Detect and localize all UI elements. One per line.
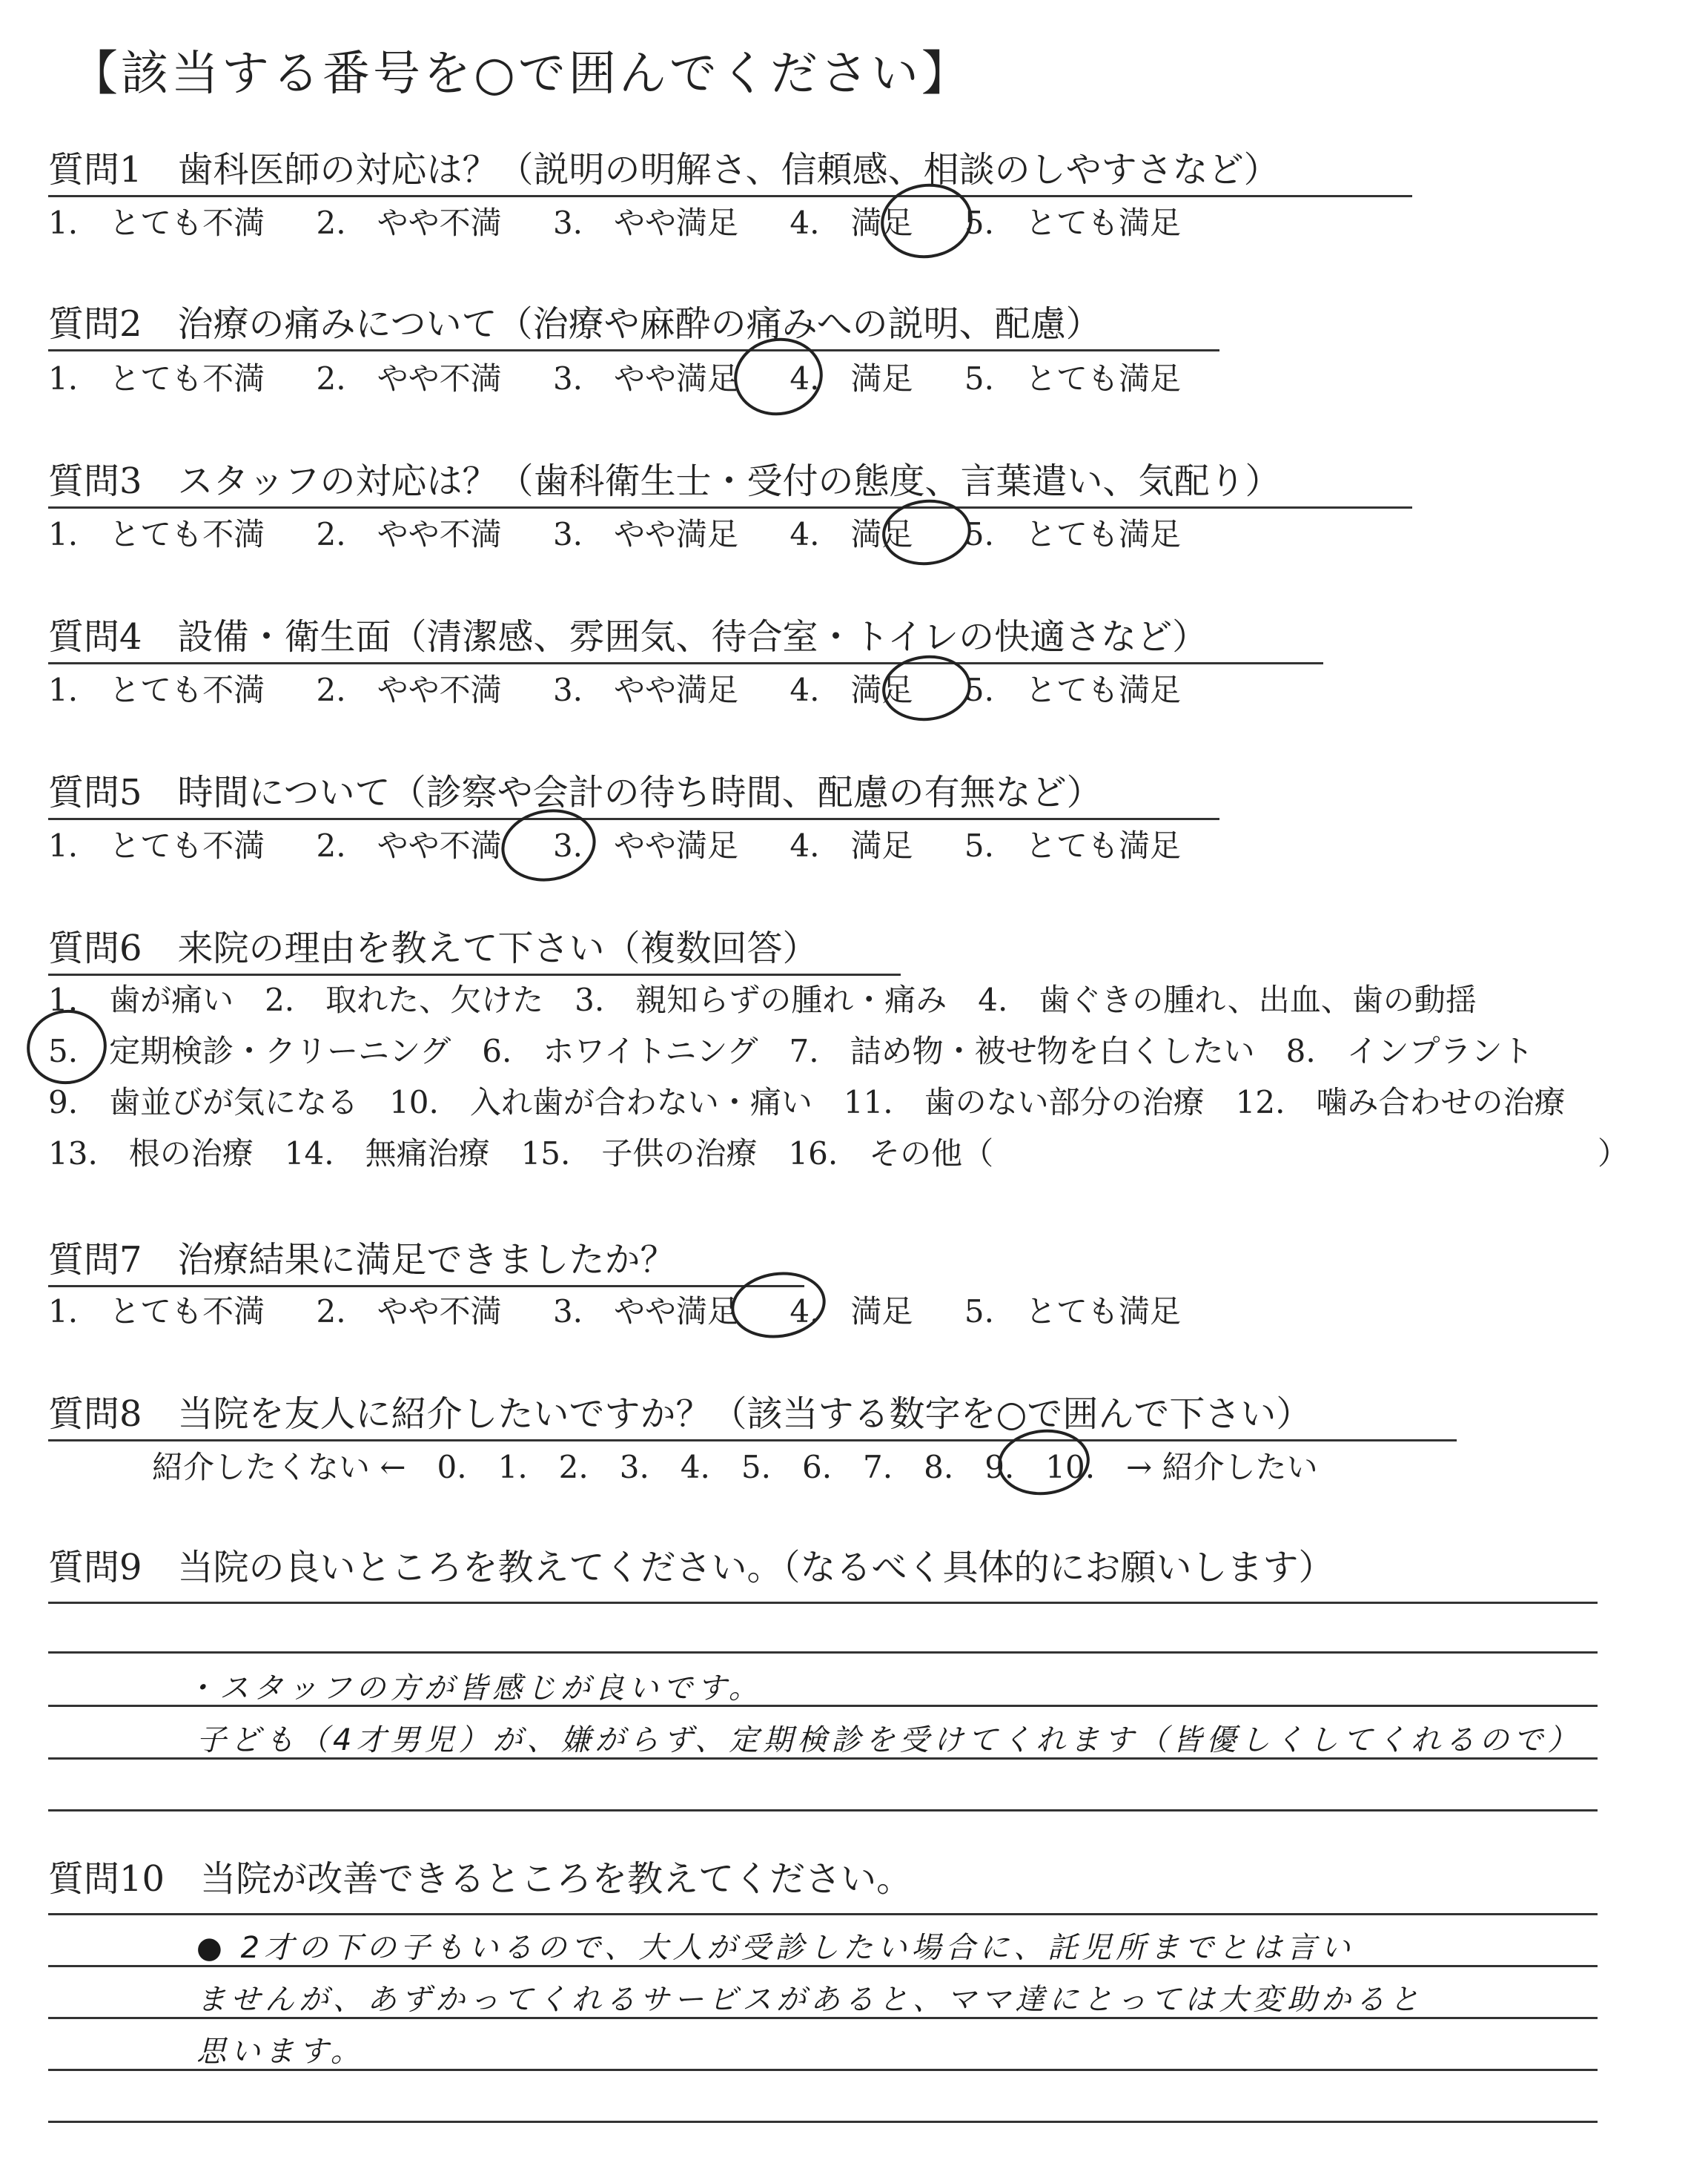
option-label[interactable]: とても不満 (109, 360, 265, 397)
option-label[interactable]: 満足 (850, 360, 913, 397)
question-6-row-4-close: ） (1598, 1135, 1629, 1172)
option-label[interactable]: やや満足 (614, 1293, 739, 1330)
option-number[interactable]: 3. (552, 360, 583, 397)
question-8-scale[interactable]: 紹介したくない ← 0. 1. 2. 3. 4. 5. 6. 7. 8. 9. 10. → 紹介したい (152, 1449, 1318, 1485)
option-number[interactable]: 4. (790, 516, 820, 552)
option-label[interactable]: やや満足 (614, 516, 739, 552)
option-number[interactable]: 4. (790, 360, 820, 397)
option-number[interactable]: 5. (964, 1293, 994, 1330)
option-label[interactable]: やや満足 (614, 672, 739, 708)
option-number[interactable]: 4. (790, 828, 820, 864)
option-label[interactable]: やや満足 (614, 205, 739, 241)
option-number[interactable]: 4. (790, 672, 820, 708)
answer-line (48, 2121, 1598, 2123)
option-number[interactable]: 3. (552, 1293, 583, 1330)
option-number[interactable]: 1. (48, 205, 79, 241)
option-number[interactable]: 5. (964, 672, 994, 708)
option-number[interactable]: 5. (964, 205, 994, 241)
question-4-label: 質問4 設備・衛生面（清潔感、雰囲気、待合室・トイレの快適さなど） (48, 608, 1323, 664)
option-number[interactable]: 2. (316, 1293, 346, 1330)
option-number[interactable]: 2. (316, 828, 346, 864)
question-10-answer-line-3[interactable]: 思います。 (196, 2035, 365, 2069)
option-number[interactable]: 2. (316, 360, 346, 397)
option-label[interactable]: とても満足 (1025, 1293, 1181, 1330)
question-8-label: 質問8 当院を友人に紹介したいですか？（該当する数字を○で囲んで下さい） (48, 1385, 1457, 1441)
option-number[interactable]: 5. (964, 360, 994, 397)
option-number[interactable]: 1. (48, 516, 79, 552)
question-2-label: 質問2 治療の痛みについて（治療や麻酔の痛みへの説明、配慮） (48, 295, 1219, 351)
option-number[interactable]: 4. (790, 1293, 820, 1330)
option-number[interactable]: 3. (552, 672, 583, 708)
option-number[interactable]: 1. (48, 1293, 79, 1330)
answer-line (48, 1602, 1598, 1604)
option-number[interactable]: 3. (552, 205, 583, 241)
option-label[interactable]: やや不満 (377, 360, 502, 397)
option-number[interactable]: 5. (964, 516, 994, 552)
question-2-options (48, 354, 1222, 399)
option-number[interactable]: 1. (48, 360, 79, 397)
question-6-label: 質問6 来院の理由を教えて下さい（複数回答） (48, 919, 901, 976)
option-label[interactable]: やや不満 (377, 672, 502, 708)
question-10-answer-line-1[interactable]: ● 2才の下の子もいるので、大人が受診したい場合に、託児所までとは言い (196, 1931, 1355, 1965)
option-label[interactable]: とても不満 (109, 205, 265, 241)
option-label[interactable]: とても満足 (1025, 672, 1181, 708)
option-number[interactable]: 2. (316, 672, 346, 708)
page-title: 【該当する番号を○で囲んでください】 (70, 47, 972, 102)
question-7-options (48, 1287, 1222, 1332)
option-label[interactable]: やや不満 (377, 516, 502, 552)
option-label[interactable]: とても満足 (1025, 828, 1181, 864)
option-number[interactable]: 1. (48, 828, 79, 864)
option-number[interactable]: 5. (964, 828, 994, 864)
option-label[interactable]: とても不満 (109, 1293, 265, 1330)
question-10-answer-line-2[interactable]: ませんが、あずかってくれるサービスがあると、ママ達にとっては大変助かると (196, 1983, 1424, 2017)
option-label[interactable]: 満足 (850, 672, 913, 708)
option-label[interactable]: とても満足 (1025, 205, 1181, 241)
option-label[interactable]: やや満足 (614, 360, 739, 397)
question-1-label: 質問1 歯科医師の対応は？（説明の明解さ、信頼感、相談のしやすさなど） (48, 141, 1412, 197)
option-label[interactable]: 満足 (850, 516, 913, 552)
option-label[interactable]: とても満足 (1025, 516, 1181, 552)
question-7-label: 質問7 治療結果に満足できましたか？ (48, 1231, 804, 1287)
option-label[interactable]: やや不満 (377, 1293, 502, 1330)
question-4-options (48, 666, 1222, 710)
question-1-options (48, 199, 1222, 243)
option-label[interactable]: 満足 (850, 828, 913, 864)
question-9-label: 質問9 当院の良いところを教えてください。（なるべく具体的にお願いします） (48, 1547, 1334, 1588)
option-label[interactable]: とても満足 (1025, 360, 1181, 397)
question-6-row-2[interactable]: 5. 定期検診・クリーニング 6. ホワイトニング 7. 詰め物・被せ物を白くしたい 8. インプラント (48, 1033, 1534, 1069)
option-number[interactable]: 2. (316, 516, 346, 552)
option-label[interactable]: とても不満 (109, 828, 265, 864)
option-number[interactable]: 3. (552, 516, 583, 552)
question-5-label: 質問5 時間について（診察や会計の待ち時間、配慮の有無など） (48, 764, 1219, 820)
option-label[interactable]: 満足 (850, 1293, 913, 1330)
question-10-label: 質問10 当院が改善できるところを教えてください。 (48, 1858, 913, 1900)
option-label[interactable]: 満足 (850, 205, 913, 241)
question-3-label: 質問3 スタッフの対応は？（歯科衛生士・受付の態度、言葉遣い、気配り） (48, 452, 1412, 509)
answer-line (48, 1651, 1598, 1654)
answer-line (48, 1913, 1598, 1915)
question-6-row-1[interactable]: 1. 歯が痛い 2. 取れた、欠けた 3. 親知らずの腫れ・痛み 4. 歯ぐきの腫れ、出血、歯の動揺 (48, 982, 1477, 1018)
option-label[interactable]: とても不満 (109, 672, 265, 708)
option-label[interactable]: やや不満 (377, 828, 502, 864)
question-3-options (48, 510, 1222, 555)
option-number[interactable]: 4. (790, 205, 820, 241)
question-9-answer-line-1[interactable]: ・スタッフの方が皆感じが良いです。 (185, 1671, 763, 1705)
option-label[interactable]: やや不満 (377, 205, 502, 241)
answer-line (48, 1809, 1598, 1811)
option-number[interactable]: 1. (48, 672, 79, 708)
question-6-row-3[interactable]: 9. 歯並びが気になる 10. 入れ歯が合わない・痛い 11. 歯のない部分の治療 12. 噛み合わせの治療 (48, 1084, 1566, 1120)
question-6-row-4[interactable]: 13. 根の治療 14. 無痛治療 15. 子供の治療 16. その他（ (48, 1135, 994, 1172)
option-label[interactable]: やや満足 (614, 828, 739, 864)
option-number[interactable]: 3. (552, 828, 583, 864)
question-5-options (48, 822, 1222, 866)
option-number[interactable]: 2. (316, 205, 346, 241)
option-label[interactable]: とても不満 (109, 516, 265, 552)
question-9-answer-line-2[interactable]: 子ども（4才男児）が、嫌がらず、定期検診を受けてくれます（皆優しくしてくれるので） (196, 1723, 1582, 1757)
